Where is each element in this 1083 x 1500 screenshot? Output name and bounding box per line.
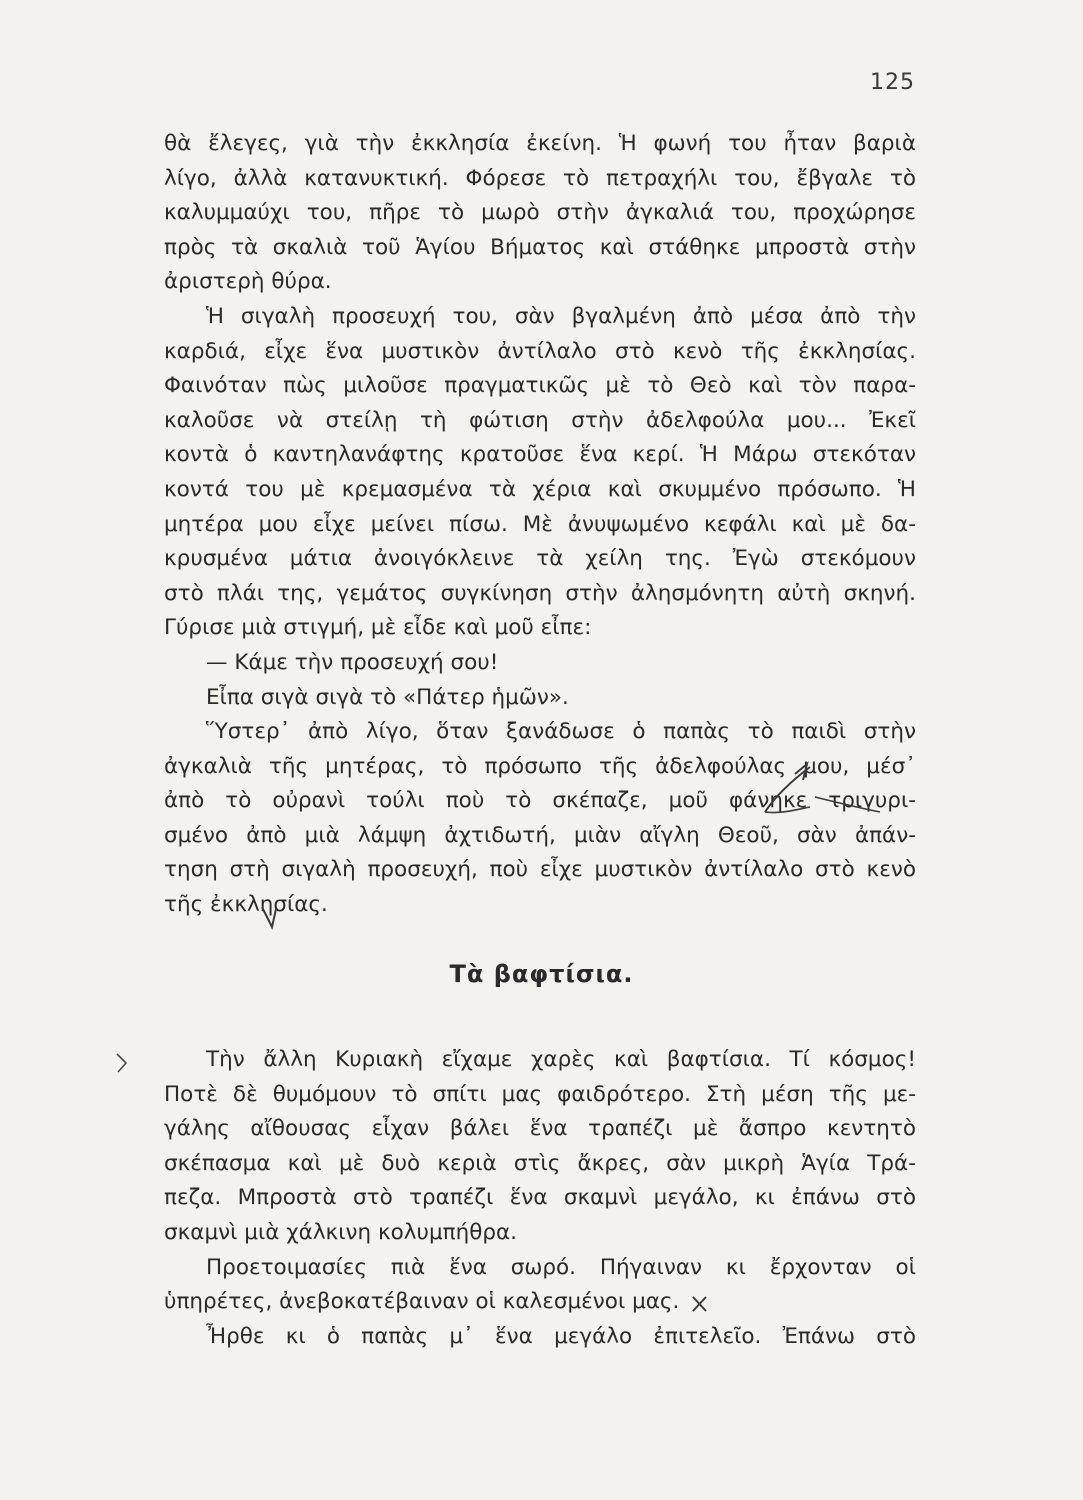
text-line: ἀριστερὴ θύρα. bbox=[164, 269, 332, 295]
text-line: κοντὰ ὁ καντηλανάφτης κρατοῦσε ἕνα κερί. Ἡ Μάρω στεκόταν bbox=[164, 442, 916, 468]
text-line: ἀπὸ τὸ οὐρανὶ τούλι ποὺ τὸ σκέπαζε, μοῦ φάνηκε τριγυρι- bbox=[164, 788, 916, 814]
text-line: πεζα. Μπροστὰ στὸ τραπέζι ἕνα σκαμνὶ μεγάλο, κι ἐπάνω στὸ bbox=[164, 1185, 916, 1211]
text-line: Τὴν ἄλλη Κυριακὴ εἴχαμε χαρὲς καὶ βαφτίσια. Τί κόσμος! bbox=[206, 1047, 916, 1072]
text-line: στὸ πλάι της, γεμάτος συγκίνηση στὴν ἀλησμόνητη αὐτὴ σκηνή. bbox=[164, 580, 916, 606]
body-text-section-2 bbox=[164, 1043, 916, 1354]
text-line: σκέπασμα καὶ μὲ δυὸ κεριὰ στὶς ἄκρες, σὰν μικρὴ Ἁγία Τρά- bbox=[164, 1150, 916, 1176]
text-line: Ἡ σιγαλὴ προσευχή του, σὰν βγαλμένη ἀπὸ μέσα ἀπὸ τὴν bbox=[206, 303, 916, 329]
text-line: Ὕστερ᾽ ἀπὸ λίγο, ὅταν ξανάδωσε ὁ παπὰς τὸ παιδὶ στὴν bbox=[206, 719, 916, 745]
text-line: πρὸς τὰ σκαλιὰ τοῦ Ἁγίου Βήματος καὶ στάθηκε μπροστὰ στὴν bbox=[164, 234, 916, 260]
text-line: τηση στὴ σιγαλὴ προσευχή, ποὺ εἶχε μυστικὸν ἀντίλαλο στὸ κενὸ bbox=[164, 857, 916, 883]
section-heading: Τὰ βαφτίσια. bbox=[449, 960, 634, 988]
text-line: Εἶπα σιγὰ σιγὰ τὸ «Πάτερ ἡμῶν». bbox=[206, 684, 569, 710]
text-line: τῆς ἐκκλησίας. bbox=[164, 892, 328, 918]
text-line: σκαμνὶ μιὰ χάλκινη κολυμπήθρα. bbox=[164, 1219, 518, 1245]
text-line: μητέρα μου εἶχε μείνει πίσω. Μὲ ἀνυψωμένο κεφάλι καὶ μὲ δα- bbox=[164, 511, 916, 537]
text-line: καλοῦσε νὰ στείλῃ τὴ φώτιση στὴν ἀδελφούλα μου... Ἐκεῖ bbox=[164, 407, 916, 433]
text-line: κοντά του μὲ κρεμασμένα τὰ χέρια καὶ σκυμμένο πρόσωπο. Ἡ bbox=[164, 476, 916, 502]
text-line: λίγο, ἀλλὰ κατανυκτική. Φόρεσε τὸ πετραχήλι του, ἔβγαλε τὸ bbox=[164, 165, 916, 191]
text-line: γάλης αἴθουσας εἶχαν βάλει ἕνα τραπέζι μὲ ἄσπρο κεντητὸ bbox=[164, 1116, 916, 1142]
handwritten-margin-tick bbox=[114, 1052, 130, 1074]
text-line: καρδιά, εἶχε ἕνα μυστικὸν ἀντίλαλο στὸ κενὸ τῆς ἐκκλησίας. bbox=[164, 338, 916, 364]
text-line: σμένο ἀπὸ μιὰ λάμψη ἀχτιδωτή, μιὰν αἴγλη Θεοῦ, σὰν ἀπάν- bbox=[164, 822, 916, 848]
text-line: Φαινόταν πὼς μιλοῦσε πραγματικῶς μὲ τὸ Θεὸ καὶ τὸν παρα- bbox=[164, 373, 916, 399]
text-line: Ποτὲ δὲ θυμόμουν τὸ σπίτι μας φαιδρότερο. Στὴ μέση τῆς με- bbox=[164, 1081, 916, 1107]
text-line: καλυμμαύχι του, πῆρε τὸ μωρὸ στὴν ἀγκαλιά του, προχώρησε bbox=[164, 200, 916, 226]
dialogue-line: — Κάμε τὴν προσευχή σου! bbox=[206, 649, 499, 675]
body-text-section-1 bbox=[164, 127, 916, 923]
text-line: Γύρισε μιὰ στιγμή, μὲ εἶδε καὶ μοῦ εἶπε: bbox=[164, 615, 592, 641]
page-number: 125 bbox=[870, 70, 915, 95]
text-line: Προετοιμασίες πιὰ ἕνα σωρό. Πήγαιναν κι ἔρχονταν οἱ bbox=[206, 1254, 916, 1280]
text-line: θὰ ἔλεγες, γιὰ τὴν ἐκκλησία ἐκείνη. Ἡ φωνή του ἦταν βαριὰ bbox=[164, 131, 916, 156]
text-line: ὑπηρέτες, ἀνεβοκατέβαιναν οἱ καλεσμένοι μας. bbox=[164, 1289, 680, 1315]
text-line: ἀγκαλιὰ τῆς μητέρας, τὸ πρόσωπο τῆς ἀδελφούλας μου, μέσ᾽ bbox=[164, 753, 916, 779]
text-line: Ἦρθε κι ὁ παπὰς μ᾽ ἕνα μεγάλο ἐπιτελεῖο. Ἐπάνω στὸ bbox=[206, 1323, 916, 1349]
text-line: κρυσμένα μάτια ἀνοιγόκλεινε τὰ χείλη της. Ἐγὼ στεκόμουν bbox=[164, 546, 916, 572]
